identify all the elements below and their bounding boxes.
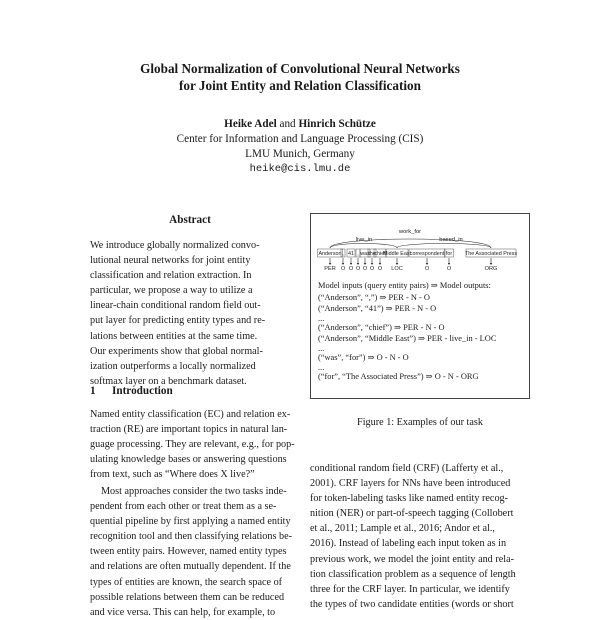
relation-arc-based-in [397, 244, 491, 249]
abstract-line: ization outperforms a locally normalized [90, 360, 256, 372]
right-column-line: 2016). Instead of labeling each input token as in [310, 538, 507, 550]
title-line-1: Global Normalization of Convolutional Neural Networks [140, 61, 460, 76]
right-column-text [310, 461, 530, 612]
arrow-head [448, 263, 450, 265]
affiliation-2: LMU Munich, Germany [245, 148, 355, 160]
author-conjunction: and [279, 118, 296, 130]
token-label: , [357, 251, 359, 257]
arrow-head [329, 263, 331, 265]
right-column-line: conditional random field (CRF) (Lafferty et al., [310, 463, 504, 474]
relation-label: live_in [355, 237, 373, 243]
token-label: The Associated Press [464, 251, 518, 257]
abstract-line: softmax layer on a benchmark dataset. [90, 375, 247, 387]
figure-example-line: ... [318, 343, 325, 353]
intro-line: pendent from each other or treat them as a se- [90, 501, 277, 513]
abstract-body [90, 238, 290, 389]
arrow-head [490, 263, 492, 265]
figure-example-line: Model inputs (query entity pairs) ⇒ Model outputs: [318, 281, 491, 290]
author-2: Hinrich Schütze [298, 118, 376, 130]
intro-line: quential pipeline by first applying a named entity [90, 516, 291, 528]
abstract-line: particular, we propose a way to utilize a [90, 285, 253, 297]
intro-paragraph-1 [90, 407, 300, 482]
arrow-head [371, 263, 373, 265]
entity-tag: O [348, 266, 354, 272]
figure-1 [310, 213, 530, 399]
relation-arc-live-in [330, 244, 397, 249]
abstract-line: put layer for predicting entity types and re- [90, 315, 266, 327]
token-label: correspondent [409, 251, 445, 257]
intro-line: possible relations between them can be reduced [90, 591, 285, 603]
abstract-line: classification and relation extraction. In [90, 270, 252, 282]
intro-line: from text, such as “Where does X live?” [90, 469, 255, 481]
intro-line: guage processing. They are relevant, e.g., for pop- [90, 439, 295, 451]
intro-line: and relations are often mutually dependent. If the [90, 561, 291, 573]
arrow-head [350, 263, 352, 265]
entity-tag: O [362, 266, 368, 272]
figure-example-line: (“Anderson”, “,”) ⇒ PER - N - O [318, 292, 430, 302]
abstract-heading: Abstract [169, 214, 211, 226]
intro-line: ulating knowledge bases or answering questions [90, 454, 287, 466]
arrow-head [364, 263, 366, 265]
author-email: heike@cis.lmu.de [249, 163, 351, 175]
affiliation-1: Center for Information and Language Processing (CIS) [176, 133, 424, 145]
right-column-line: 2001). CRF layers for NNs have been introduced [310, 478, 511, 490]
intro-line: traction (RE) are important topics in natural lan- [90, 424, 288, 436]
entity-tag: O [355, 266, 361, 272]
intro-line: Named entity classification (EC) and relation ex- [90, 409, 291, 420]
entity-tag: ORG [484, 266, 498, 272]
author-block [0, 117, 600, 177]
right-column-line: three for the CRF layer. In particular, we identify [310, 583, 510, 595]
figure-example-line: ... [318, 362, 325, 372]
figure-example-line: (“Anderson”, “41”) ⇒ PER - N - O [318, 304, 437, 314]
token-label: , [342, 251, 344, 257]
entity-tag: O [424, 266, 430, 272]
author-1: Heike Adel [224, 118, 277, 130]
right-column-line: et al., 2011; Lample et al., 2016; Andor et al., [310, 523, 495, 535]
token-label: 41 [348, 251, 354, 257]
relation-label: based_in [439, 237, 463, 243]
intro-line: recognition tool and then classifying relations be- [90, 531, 292, 543]
abstract-line: We introduce globally normalized convo- [90, 240, 260, 251]
figure-example-line: ... [318, 313, 325, 323]
entity-tag: O [340, 266, 346, 272]
relation-label: work_for [398, 229, 422, 235]
abstract-line: lutional neural networks for joint entity [90, 255, 251, 267]
figure-example-line: (“was”, “for”) ⇒ O - N - O [318, 352, 409, 362]
author-line [0, 117, 600, 132]
arrow-head [357, 263, 359, 265]
right-column-line: nition (NER) or part-of-speech tagging (Collobert [310, 508, 514, 520]
figure-caption: Figure 1: Examples of our task [357, 417, 483, 428]
section-title: Introduction [112, 385, 173, 397]
figure-example-line: (“for”, “The Associated Press”) ⇒ O - N - ORG [318, 371, 479, 381]
figure-example-line: (“Anderson”, “chief”) ⇒ PER - N - O [318, 322, 445, 332]
token-label: was [360, 251, 370, 257]
token-label: Middle East [382, 251, 412, 257]
abstract-line: Our experiments show that global normal- [90, 345, 263, 357]
entity-tag: LOC [391, 266, 403, 272]
entity-tag: O [446, 266, 452, 272]
token-label: Anderson [318, 251, 342, 257]
intro-paragraph-2 [90, 484, 300, 620]
intro-line: Most approaches consider the two tasks inde- [101, 486, 287, 497]
token-label: chief [374, 251, 386, 257]
token-label: the [368, 251, 376, 257]
abstract-line: lations between entities at the same time. [90, 330, 258, 342]
arrow-head [379, 263, 381, 265]
intro-line: types of entities are known, the search space of [90, 576, 283, 588]
section-number: 1 [90, 385, 96, 397]
right-column-line: previous work, we model the joint entity and rela- [310, 553, 514, 565]
right-column-line: the types of two candidate entities (words or short [310, 598, 514, 610]
right-column-line: tion classification problem as a sequence of length [310, 568, 516, 580]
arrow-head [342, 263, 344, 265]
figure-diagram [311, 214, 529, 278]
abstract-line: linear-chain conditional random field out- [90, 300, 261, 312]
paper-title [0, 60, 600, 94]
arrow-head [426, 263, 428, 265]
figure-examples [318, 280, 528, 382]
token-label: for [445, 251, 453, 257]
entity-tag: PER [324, 266, 336, 272]
entity-tag: O [377, 266, 383, 272]
section-heading [90, 385, 173, 397]
intro-line: tween entity pairs. However, named entity types [90, 546, 287, 558]
arrow-head [396, 263, 398, 265]
intro-line: and vice versa. This can help, for example, to [90, 606, 276, 618]
title-line-2: for Joint Entity and Relation Classification [179, 78, 421, 93]
right-column-line: for token-labeling tasks like named entity recog- [310, 493, 509, 505]
entity-tag: O [369, 266, 375, 272]
figure-example-line: (“Anderson”, “Middle East”) ⇒ PER - live_in - LOC [318, 334, 497, 344]
